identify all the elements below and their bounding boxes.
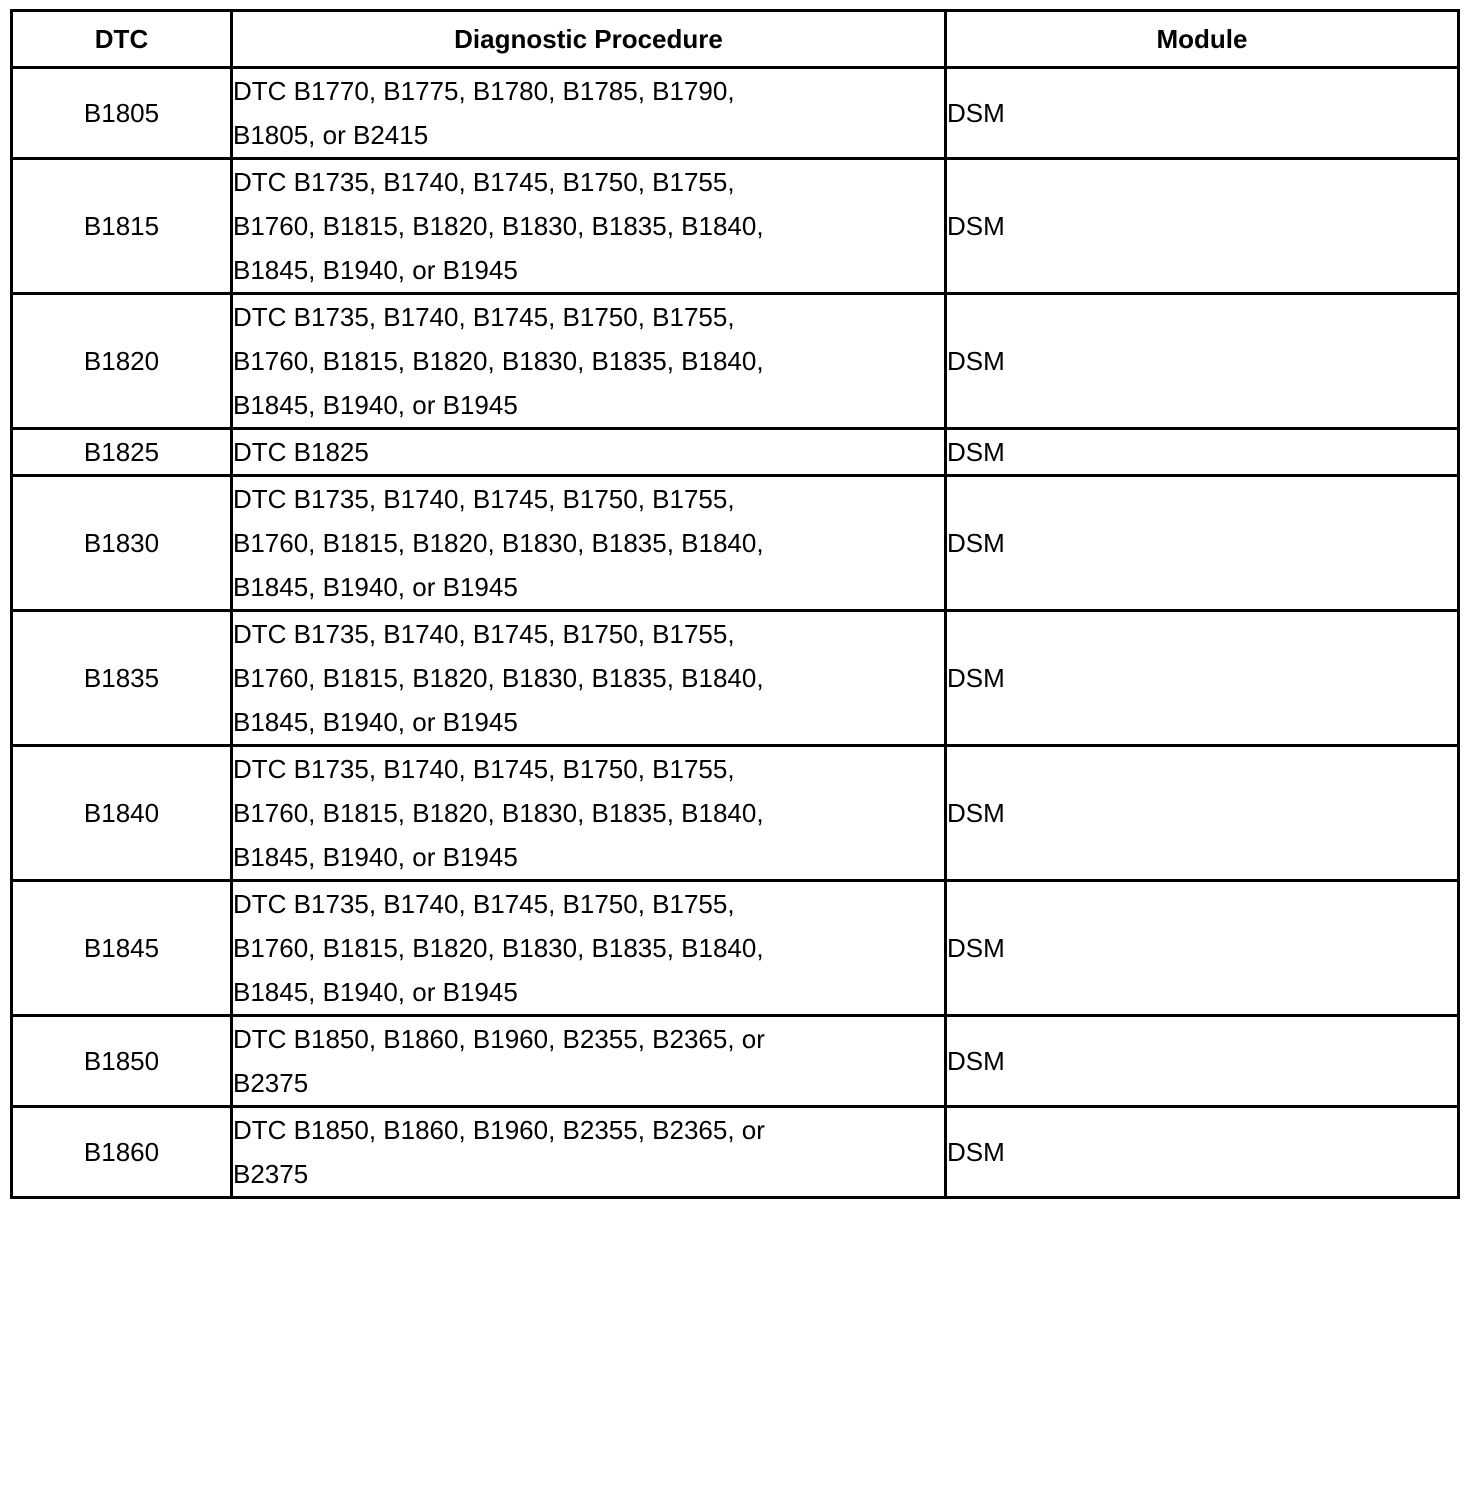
procedure-cell: DTC B1735, B1740, B1745, B1750, B1755, B1760, B1815, B1820, B1830, B1835, B1840, B1845, B1940, or B1945 xyxy=(232,611,946,746)
procedure-cell: DTC B1825 xyxy=(232,429,946,476)
procedure-cell: DTC B1735, B1740, B1745, B1750, B1755, B1760, B1815, B1820, B1830, B1835, B1840, B1845, B1940, or B1945 xyxy=(232,746,946,881)
module-cell: DSM xyxy=(946,1016,1459,1107)
dtc-cell: B1825 xyxy=(12,429,232,476)
table-row xyxy=(12,476,1459,611)
procedure-cell: DTC B1735, B1740, B1745, B1750, B1755, B1760, B1815, B1820, B1830, B1835, B1840, B1845, B1940, or B1945 xyxy=(232,159,946,294)
dtc-table xyxy=(10,9,1460,1199)
dtc-cell: B1835 xyxy=(12,611,232,746)
procedure-cell: DTC B1850, B1860, B1960, B2355, B2365, or B2375 xyxy=(232,1016,946,1107)
dtc-cell: B1820 xyxy=(12,294,232,429)
procedure-cell: DTC B1850, B1860, B1960, B2355, B2365, or B2375 xyxy=(232,1107,946,1198)
header-module: Module xyxy=(946,11,1459,68)
table-row xyxy=(12,1016,1459,1107)
procedure-cell: DTC B1735, B1740, B1745, B1750, B1755, B1760, B1815, B1820, B1830, B1835, B1840, B1845, B1940, or B1945 xyxy=(232,881,946,1016)
module-cell: DSM xyxy=(946,476,1459,611)
table-row xyxy=(12,294,1459,429)
dtc-cell: B1815 xyxy=(12,159,232,294)
table-row xyxy=(12,611,1459,746)
module-cell: DSM xyxy=(946,68,1459,159)
header-row xyxy=(12,11,1459,68)
module-cell: DSM xyxy=(946,1107,1459,1198)
table-row xyxy=(12,159,1459,294)
dtc-cell: B1860 xyxy=(12,1107,232,1198)
header-diagnostic-procedure: Diagnostic Procedure xyxy=(232,11,946,68)
table-row xyxy=(12,881,1459,1016)
dtc-cell: B1845 xyxy=(12,881,232,1016)
header-dtc: DTC xyxy=(12,11,232,68)
dtc-cell: B1850 xyxy=(12,1016,232,1107)
table-row xyxy=(12,429,1459,476)
table-header xyxy=(12,11,1459,68)
procedure-cell: DTC B1735, B1740, B1745, B1750, B1755, B1760, B1815, B1820, B1830, B1835, B1840, B1845, B1940, or B1945 xyxy=(232,476,946,611)
module-cell: DSM xyxy=(946,429,1459,476)
dtc-cell: B1805 xyxy=(12,68,232,159)
table-row xyxy=(12,1107,1459,1198)
module-cell: DSM xyxy=(946,159,1459,294)
table-row xyxy=(12,746,1459,881)
dtc-cell: B1830 xyxy=(12,476,232,611)
table-body xyxy=(12,68,1459,1198)
module-cell: DSM xyxy=(946,881,1459,1016)
module-cell: DSM xyxy=(946,746,1459,881)
module-cell: DSM xyxy=(946,611,1459,746)
procedure-cell: DTC B1735, B1740, B1745, B1750, B1755, B1760, B1815, B1820, B1830, B1835, B1840, B1845, B1940, or B1945 xyxy=(232,294,946,429)
table-row xyxy=(12,68,1459,159)
module-cell: DSM xyxy=(946,294,1459,429)
dtc-cell: B1840 xyxy=(12,746,232,881)
procedure-cell: DTC B1770, B1775, B1780, B1785, B1790, B1805, or B2415 xyxy=(232,68,946,159)
